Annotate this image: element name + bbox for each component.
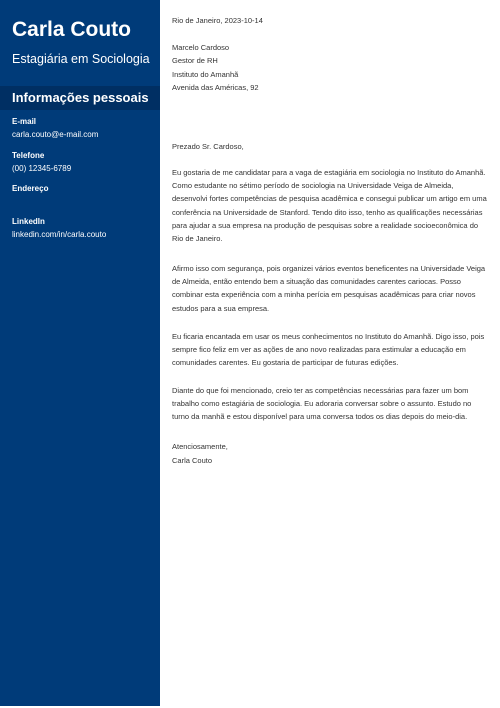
phone-value: (00) 12345-6789	[12, 164, 72, 173]
phone-label: Telefone	[12, 151, 45, 160]
place-date: Rio de Janeiro, 2023-10-14	[172, 16, 263, 25]
signature: Carla Couto	[172, 456, 213, 465]
recipient-company: Instituto do Amanhã	[172, 70, 239, 79]
letter-paragraph-2: Afirmo isso com segurança, pois organizei vários eventos beneficentes na Universidade Veiga de Almeida, então entendo bem a situação das comunidades carentes cariocas. Posso combinar esta experiência com a minha perícia em pesquisas acadêmicas para criar novos estudos para a sua empresa.	[172, 264, 486, 313]
recipient-name: Marcelo Cardoso	[172, 43, 230, 52]
recipient-address: Avenida das Américas, 92	[172, 83, 259, 92]
email-value[interactable]: carla.couto@e-mail.com	[12, 130, 99, 139]
personal-info-title: Informações pessoais	[12, 90, 149, 105]
letter-paragraph-3: Eu ficaria encantada em usar os meus conhecimentos no Instituto do Amanhã. Digo isso, pois sempre fico feliz em ver as ações de ano novo realizadas para estimular a educação em comunidades carentes. Eu gostaria de participar de futuras edições.	[172, 332, 485, 368]
closing: Atenciosamente,	[172, 442, 228, 451]
letter-paragraph-1: Eu gostaria de me candidatar para a vaga de estagiária em sociologia no Instituto do Amanhã. Como estudante no sétimo período de sociologia na Universidade Veiga de Almeida, desenvolvi fortes competências de pesquisa acadêmica e consegui publicar um artigo em uma conferência na Universidade de Stanford. Tendo dito isso, tenho as qualificações necessárias para ajudar a sua empresa na produção de pesquisas sobre a realidade socioeconômica do Rio de Janeiro.	[172, 168, 487, 244]
candidate-job-title: Estagiária em Sociologia	[12, 52, 150, 66]
sidebar	[0, 0, 160, 706]
candidate-name: Carla Couto	[12, 18, 132, 41]
letter-paragraph-4: Diante do que foi mencionado, creio ter as competências necessárias para fazer um bom trabalho como estagiária de sociologia. Eu adoraria conversar sobre o assunto. Estudo no turno da manhã e estou disponível para uma conversa todos os dias depois do meio-dia.	[172, 386, 472, 422]
salutation: Prezado Sr. Cardoso,	[172, 142, 244, 151]
address-label: Endereço	[12, 184, 49, 193]
email-label: E-mail	[12, 117, 37, 126]
linkedin-value[interactable]: linkedin.com/in/carla.couto	[12, 230, 107, 239]
recipient-role: Gestor de RH	[172, 56, 218, 65]
personal-info-header	[0, 86, 160, 110]
linkedin-label: LinkedIn	[12, 217, 45, 226]
